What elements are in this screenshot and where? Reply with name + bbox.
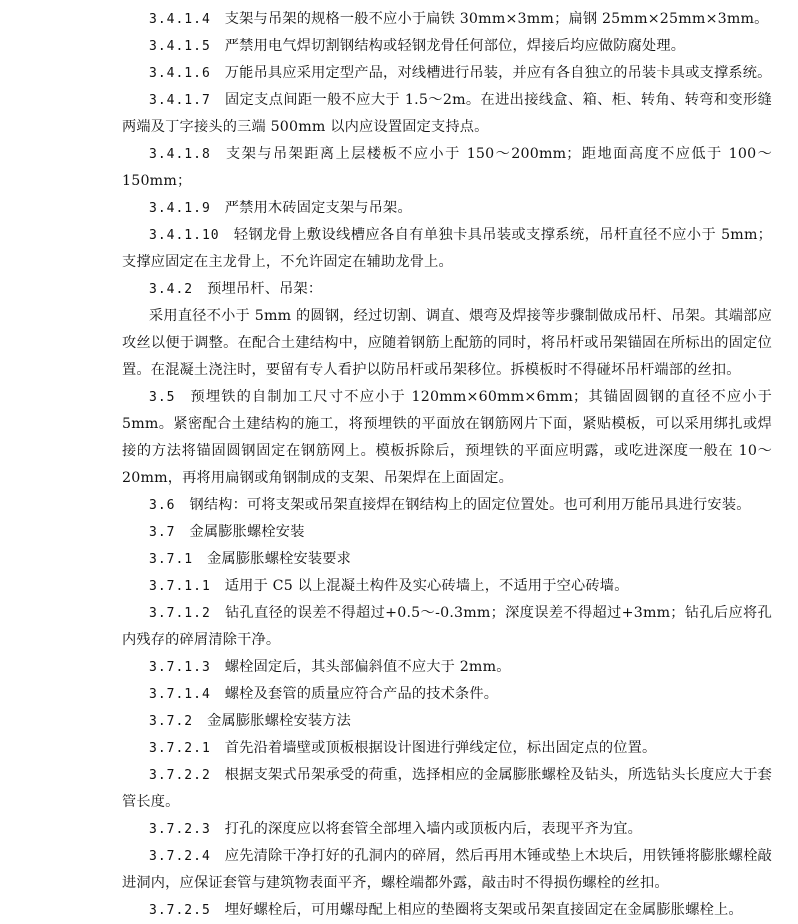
clause-text: 埋好螺栓后，可用螺母配上相应的垫圈将支架或吊架直接固定在金属膨胀螺栓上。 <box>224 902 743 918</box>
paragraph-3-4-1-9 <box>122 195 772 222</box>
clause-text: 严禁用电气焊切割钢结构或轻钢龙骨任何部位，焊接后均应做防腐处理。 <box>224 38 686 54</box>
clause-number: 3.4.1.4 <box>149 12 211 27</box>
clause-number: 3.7 <box>149 525 176 540</box>
clause-number: 3.7.1.1 <box>149 579 211 594</box>
paragraph-3-4-1-4 <box>122 6 772 33</box>
paragraph-3-5 <box>122 384 772 492</box>
paragraph-3-7-2-2 <box>122 762 772 816</box>
clause-text: 金属膨胀螺栓安装 <box>189 524 305 540</box>
clause-text: 螺栓固定后，其头部偏斜值不应大于 2mm。 <box>224 659 511 675</box>
paragraph-3-7-1-2 <box>122 600 772 654</box>
clause-text: 应先清除干净打好的孔洞内的碎屑，然后再用木锤或垫上木块后，用铁锤将膨胀螺栓敲进洞内，应保证套管与建筑物表面平齐，螺栓端都外露，敲击时不得损伤螺栓的丝扣。 <box>122 848 772 891</box>
paragraph-3-4-1-6 <box>122 60 772 87</box>
paragraph-3-7-1 <box>122 546 772 573</box>
clause-number: 3.7.2.4 <box>149 849 211 864</box>
paragraph-3-4-2-body <box>122 303 772 384</box>
clause-text: 支架与吊架的规格一般不应小于扁铁 30mm×3mm；扁钢 25mm×25mm×3mm。 <box>224 11 769 27</box>
clause-text: 固定支点间距一般不应大于 1.5～2m。在进出接线盒、箱、柜、转角、转弯和变形缝两端及丁字接头的三端 500mm 以内应设置固定支持点。 <box>122 92 772 135</box>
clause-number: 3.7.2.1 <box>149 741 211 756</box>
clause-number: 3.7.1.3 <box>149 660 211 675</box>
clause-text: 金属膨胀螺栓安装要求 <box>207 551 352 567</box>
clause-number: 3.7.1.4 <box>149 687 211 702</box>
clause-number: 3.7.2 <box>149 714 194 729</box>
clause-number: 3.7.2.2 <box>149 768 211 783</box>
clause-number: 3.7.1.2 <box>149 606 211 621</box>
paragraph-3-7-2-1 <box>122 735 772 762</box>
clause-number: 3.4.1.8 <box>149 147 211 162</box>
paragraph-3-7 <box>122 519 772 546</box>
paragraph-3-4-1-5 <box>122 33 772 60</box>
clause-number: 3.7.2.5 <box>149 903 211 918</box>
paragraph-3-4-1-7 <box>122 87 772 141</box>
clause-text: 打孔的深度应以将套管全部埋入墙内或顶板内后，表现平齐为宜。 <box>224 821 643 837</box>
paragraph-3-7-1-3 <box>122 654 772 681</box>
clause-text: 采用直径不小于 5mm 的圆钢，经过切割、调直、煨弯及焊接等步骤制做成吊杆、吊架。其端部应攻丝以便于调整。在配合土建结构中，应随着钢筋上配筋的同时，将吊杆或吊架锚固在所标出的固定位置。在混凝土浇注时，要留有专人看护以防吊杆或吊架移位。拆模板时不得碰坏吊杆端部的丝扣。 <box>122 308 772 378</box>
clause-number: 3.4.1.5 <box>149 39 211 54</box>
paragraph-3-7-2 <box>122 708 772 735</box>
clause-text: 金属膨胀螺栓安装方法 <box>207 713 352 729</box>
clause-number: 3.7.2.3 <box>149 822 211 837</box>
clause-text: 支架与吊架距离上层楼板不应小于 150～200mm；距地面高度不应低于 100～150mm； <box>122 146 772 189</box>
clause-text: 钢结构：可将支架或吊架直接焊在钢结构上的固定位置处。也可利用万能吊具进行安装。 <box>189 497 751 513</box>
paragraph-3-6 <box>122 492 772 519</box>
clause-text: 首先沿着墙壁或顶板根据设计图进行弹线定位，标出固定点的位置。 <box>224 740 657 756</box>
clause-number: 3.7.1 <box>149 552 194 567</box>
clause-text: 轻钢龙骨上敷设线槽应各自有单独卡具吊装或支撑系统，吊杆直径不应小于 5mm；支撑应固定在主龙骨上，不允许固定在辅助龙骨上。 <box>122 227 772 270</box>
clause-number: 3.4.1.10 <box>149 228 220 243</box>
clause-number: 3.4.1.9 <box>149 201 211 216</box>
clause-text: 万能吊具应采用定型产品，对线槽进行吊装，并应有各自独立的吊装卡具或支撑系统。 <box>224 65 772 81</box>
clause-text: 根据支架式吊架承受的荷重，选择相应的金属膨胀螺栓及钻头，所选钻头长度应大于套管长度。 <box>122 767 772 810</box>
clause-number: 3.6 <box>149 498 176 513</box>
paragraph-3-7-1-1 <box>122 573 772 600</box>
paragraph-3-4-1-10 <box>122 222 772 276</box>
paragraph-3-4-1-8 <box>122 141 772 195</box>
clause-number: 3.4.1.7 <box>149 93 211 108</box>
paragraph-3-7-2-3 <box>122 816 772 843</box>
paragraph-3-4-2 <box>122 276 772 303</box>
clause-number: 3.5 <box>149 390 176 405</box>
clause-text: 钻孔直径的误差不得超过+0.5～-0.3mm；深度误差不得超过+3mm；钻孔后应将孔内残存的碎屑清除干净。 <box>122 605 772 648</box>
clause-text: 适用于 C5 以上混凝土构件及实心砖墙上，不适用于空心砖墙。 <box>224 578 629 594</box>
clause-number: 3.4.2 <box>149 282 194 297</box>
clause-text: 螺栓及套管的质量应符合产品的技术条件。 <box>224 686 499 702</box>
clause-number: 3.4.1.6 <box>149 66 211 81</box>
paragraph-3-7-1-4 <box>122 681 772 708</box>
clause-text: 预埋铁的自制加工尺寸不应小于 120mm×60mm×6mm；其锚固圆钢的直径不应小于 5mm。紧密配合土建结构的施工，将预埋铁的平面放在钢筋网片下面，紧贴模板，可以采用绑扎或焊接的方法将锚固圆钢固定在钢筋网上。模板拆除后，预埋铁的平面应明露，或吃进深度一般在 10～20mm，再将用扁钢或角钢制成的支架、吊架焊在上面固定。 <box>122 389 772 486</box>
clause-text: 预埋吊杆、吊架： <box>207 281 323 297</box>
paragraph-3-7-2-5 <box>122 897 772 924</box>
paragraph-3-7-2-4 <box>122 843 772 897</box>
clause-text: 严禁用木砖固定支架与吊架。 <box>224 200 412 216</box>
